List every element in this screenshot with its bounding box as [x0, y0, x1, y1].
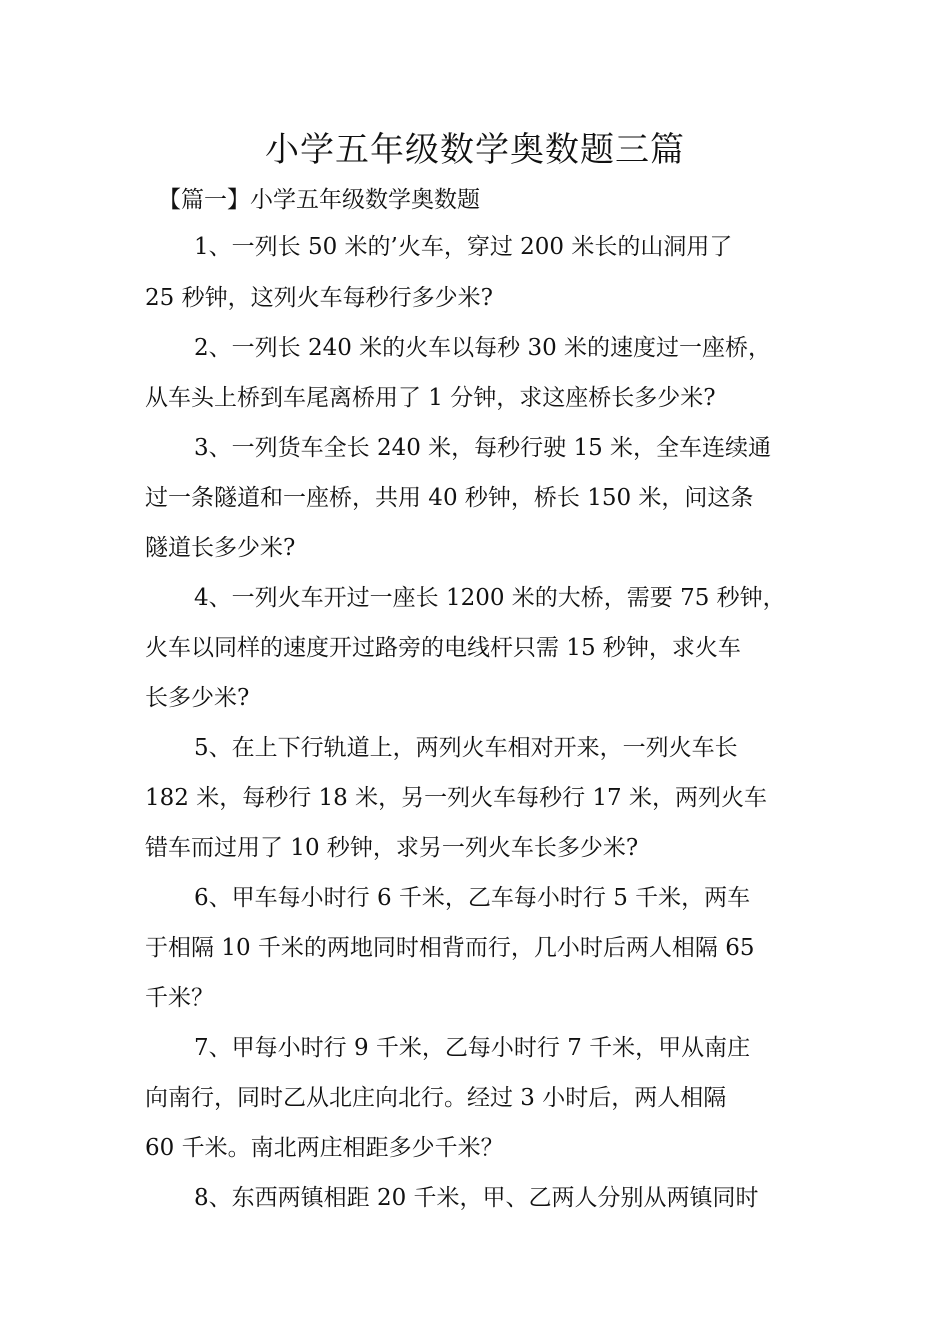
problem-6-line-3: 千米？ — [145, 985, 214, 1011]
problem-2-line-1: 2、一列长 240 米的火车以每秒 30 米的速度过一座桥， — [194, 335, 772, 361]
problem-2-line-2: 从车头上桥到车尾离桥用了 1 分钟，求这座桥长多少米? — [145, 385, 716, 411]
problem-7-line-1: 7、甲每小时行 9 千米，乙每小时行 7 千米，甲从南庄 — [194, 1035, 751, 1061]
problem-3-line-3: 隧道长多少米? — [145, 535, 296, 561]
problem-4-line-2: 火车以同样的速度开过路旁的电线杆只需 15 秒钟，求火车 — [145, 635, 741, 661]
problem-5-line-1: 5、在上下行轨道上，两列火车相对开来，一列火车长 — [194, 735, 738, 761]
section-heading: 【篇一】小学五年级数学奥数题 — [158, 187, 480, 213]
document-title: 小学五年级数学奥数题三篇 — [265, 130, 685, 170]
problem-7-line-2: 向南行，同时乙从北庄向北行。经过 3 小时后，两人相隔 — [145, 1085, 727, 1111]
problem-1-line-1: 1、一列长 50 米的’火车，穿过 200 米长的山洞用了 — [194, 234, 733, 260]
problem-5-line-3: 错车而过用了 10 秒钟，求另一列火车长多少米? — [145, 835, 639, 861]
problem-7-line-3: 60 千米。南北两庄相距多少千米？ — [145, 1135, 504, 1161]
problem-6-line-1: 6、甲车每小时行 6 千米，乙车每小时行 5 千米，两车 — [194, 885, 751, 911]
problem-1-line-2: 25 秒钟，这列火车每秒行多少米? — [145, 285, 493, 311]
problem-4-line-3: 长多少米? — [145, 685, 250, 711]
problem-3-line-2: 过一条隧道和一座桥，共用 40 秒钟，桥长 150 米，问这条 — [145, 485, 754, 511]
problem-6-line-2: 于相隔 10 千米的两地同时相背而行，几小时后两人相隔 65 — [145, 935, 755, 961]
problem-3-line-1: 3、一列货车全长 240 米，每秒行驶 15 米，全车连续通 — [194, 435, 772, 461]
problem-8-line-1: 8、东西两镇相距 20 千米，甲、乙两人分别从两镇同时 — [194, 1185, 759, 1211]
problem-4-line-1: 4、一列火车开过一座长 1200 米的大桥，需要 75 秒钟， — [194, 585, 786, 611]
problem-5-line-2: 182 米，每秒行 18 米，另一列火车每秒行 17 米，两列火车 — [145, 785, 767, 811]
